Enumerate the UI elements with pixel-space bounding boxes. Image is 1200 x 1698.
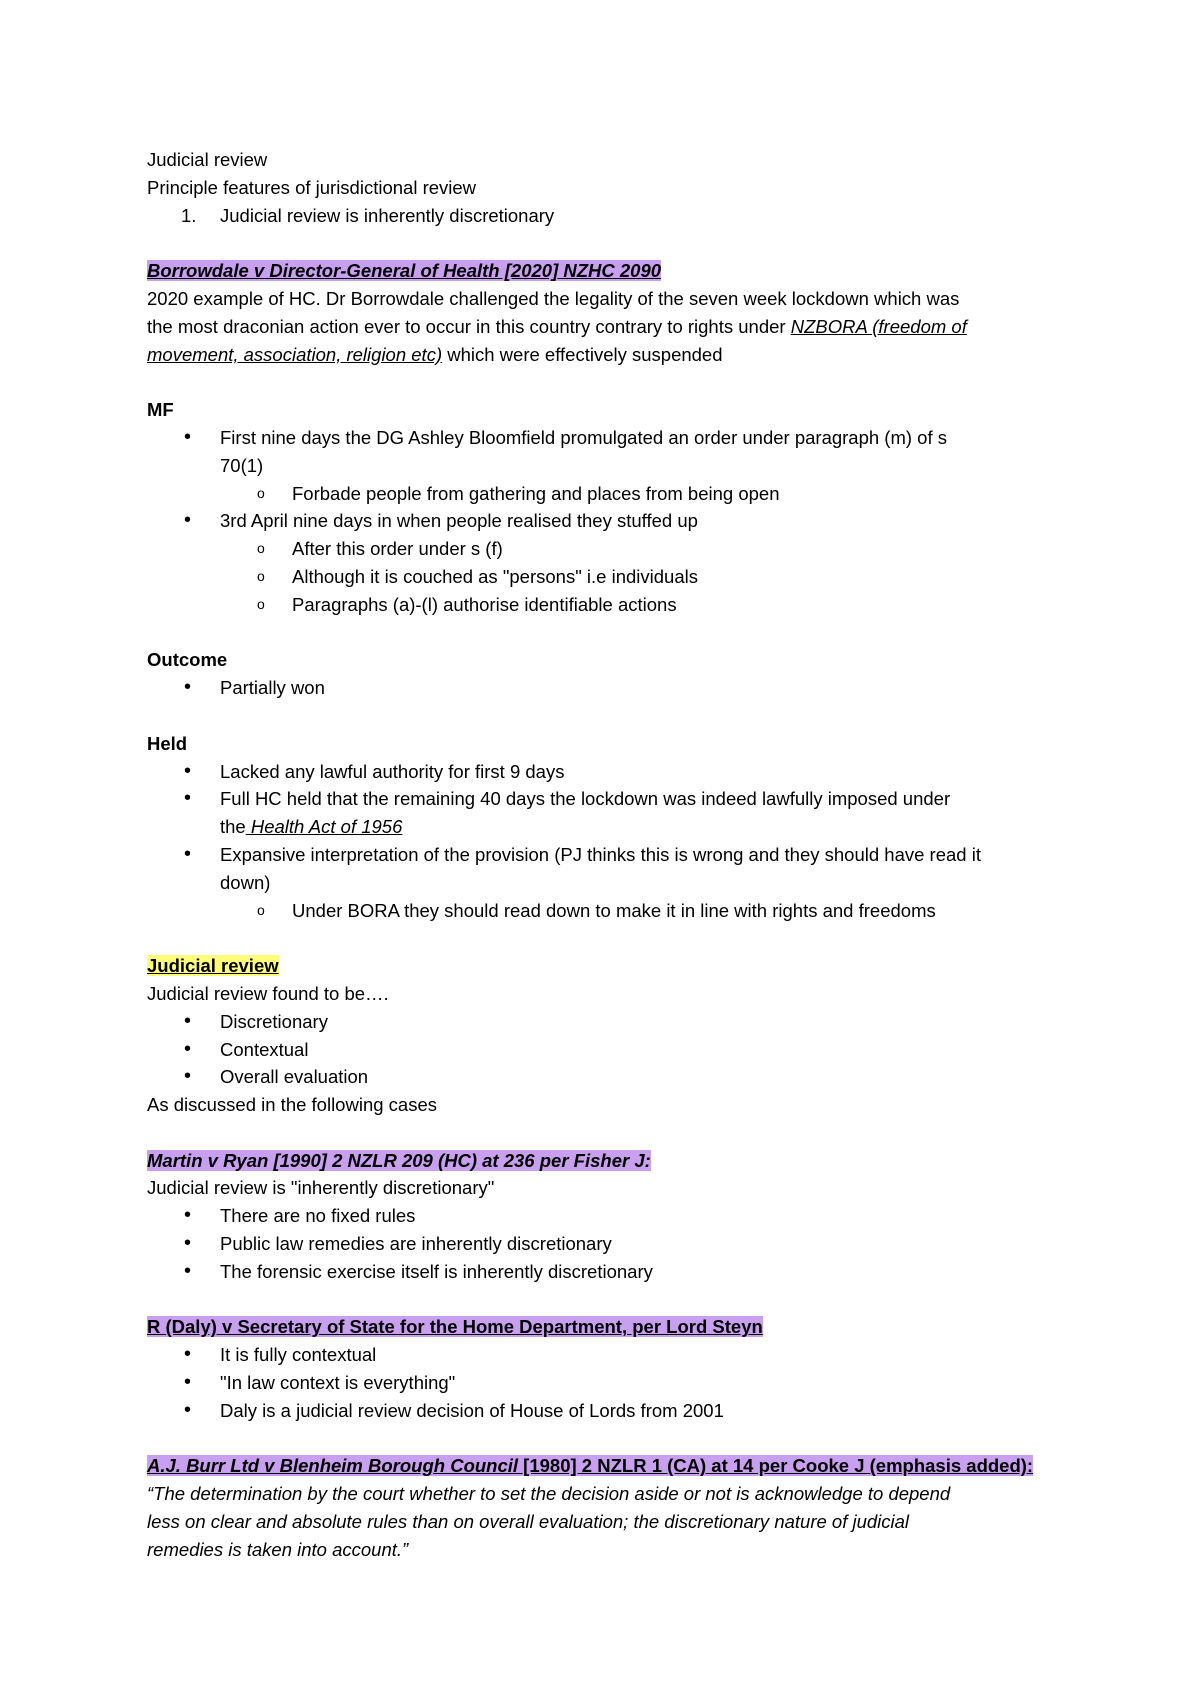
- bullet-item: • It is fully contextual: [147, 1341, 1067, 1369]
- health-act-link: Health Act of 1956: [245, 816, 403, 838]
- bullet-item-continuation: 70(1): [220, 454, 264, 476]
- bullet-item: • First nine days the DG Ashley Bloomfield promulgated an order under paragraph (m) of s: [147, 424, 1067, 452]
- nzbora-link: NZBORA (freedom of: [790, 315, 967, 337]
- case-heading-borrowdale: Borrowdale v Director-General of Health [2020] NZHC 2090: [147, 260, 662, 282]
- bullet-item: • Overall evaluation: [147, 1063, 1067, 1091]
- section-heading-held: Held: [147, 732, 188, 754]
- bullet-item: • Lacked any lawful authority for first 9 days: [147, 758, 1067, 786]
- paragraph-line: movement, association, religion etc) which were effectively suspended: [147, 343, 723, 365]
- bullet-icon: •: [184, 676, 192, 699]
- bullet-icon: •: [184, 1065, 192, 1088]
- bullet-item: • Daly is a judicial review decision of House of Lords from 2001: [147, 1397, 1067, 1425]
- bullet-item: • There are no fixed rules: [147, 1202, 1067, 1230]
- number-marker: 1.: [181, 204, 197, 226]
- bullet-item: • Discretionary: [147, 1008, 1067, 1036]
- bullet-icon: •: [184, 1398, 192, 1421]
- sub-bullet-item: o Under BORA they should read down to make it in line with rights and freedoms: [147, 897, 1067, 925]
- bullet-icon: •: [184, 425, 192, 448]
- bullet-item-continuation: down): [220, 871, 271, 893]
- bullet-item-continuation: the Health Act of 1956: [220, 816, 403, 838]
- doc-subtitle: Principle features of jurisdictional review: [147, 176, 477, 198]
- nzbora-link: movement, association, religion etc): [147, 343, 443, 365]
- bullet-icon: •: [184, 1037, 192, 1060]
- doc-title: Judicial review: [147, 149, 268, 170]
- case-heading-burr: A.J. Burr Ltd v Blenheim Borough Council [1980] 2 NZLR 1 (CA) at 14 per Cooke J (emphasis added):: [147, 1455, 1034, 1477]
- bullet-icon: •: [184, 1204, 192, 1227]
- bullet-item: • The forensic exercise itself is inherently discretionary: [147, 1258, 1067, 1286]
- circle-bullet-icon: o: [257, 901, 265, 918]
- paragraph-line: As discussed in the following cases: [147, 1094, 437, 1116]
- bullet-item: • Partially won: [147, 674, 1067, 702]
- section-heading-outcome: Outcome: [147, 649, 228, 671]
- bullet-icon: •: [184, 1371, 192, 1394]
- circle-bullet-icon: o: [257, 484, 265, 501]
- case-heading-daly: R (Daly) v Secretary of State for the Home Department, per Lord Steyn: [147, 1316, 763, 1338]
- quote-line: remedies is taken into account.”: [147, 1538, 409, 1560]
- bullet-icon: •: [184, 787, 192, 810]
- bullet-icon: •: [184, 1259, 192, 1282]
- circle-bullet-icon: o: [257, 567, 265, 584]
- case-heading-martin: Martin v Ryan [1990] 2 NZLR 209 (HC) at 236 per Fisher J:: [147, 1149, 651, 1171]
- section-heading-judicial-review: Judicial review: [147, 955, 279, 977]
- numbered-item-text: Judicial review is inherently discretionary: [220, 204, 555, 226]
- paragraph-line: 2020 example of HC. Dr Borrowdale challenged the legality of the seven week lockdown which was: [147, 287, 960, 309]
- sub-bullet-item: o Forbade people from gathering and places from being open: [147, 480, 1067, 508]
- numbered-item: [147, 202, 1067, 230]
- paragraph-line: Judicial review found to be….: [147, 982, 389, 1004]
- bullet-item: • Contextual: [147, 1036, 1067, 1064]
- bullet-icon: •: [184, 1009, 192, 1032]
- paragraph-line: Judicial review is "inherently discretionary": [147, 1177, 495, 1199]
- bullet-icon: •: [184, 1343, 192, 1366]
- bullet-item: • Full HC held that the remaining 40 days the lockdown was indeed lawfully imposed under: [147, 785, 1067, 813]
- paragraph-line: the most draconian action ever to occur in this country contrary to rights under NZBORA (freedom of: [147, 315, 967, 337]
- quote-line: less on clear and absolute rules than on overall evaluation; the discretionary nature of judicial: [147, 1511, 910, 1533]
- bullet-item: • "In law context is everything": [147, 1369, 1067, 1397]
- bullet-item: • Expansive interpretation of the provision (PJ thinks this is wrong and they should have read it: [147, 841, 1067, 869]
- bullet-item: • 3rd April nine days in when people realised they stuffed up: [147, 507, 1067, 535]
- bullet-icon: •: [184, 509, 192, 532]
- bullet-item: • Public law remedies are inherently discretionary: [147, 1230, 1067, 1258]
- document-body: [147, 146, 1067, 1564]
- circle-bullet-icon: o: [257, 595, 265, 612]
- bullet-icon: •: [184, 842, 192, 865]
- circle-bullet-icon: o: [257, 540, 265, 557]
- sub-bullet-item: o After this order under s (f): [147, 535, 1067, 563]
- section-heading-mf: MF: [147, 399, 174, 421]
- sub-bullet-item: o Paragraphs (a)-(l) authorise identifiable actions: [147, 591, 1067, 619]
- sub-bullet-item: o Although it is couched as "persons" i.e individuals: [147, 563, 1067, 591]
- quote-line: “The determination by the court whether to set the decision aside or not is acknowledge to depend: [147, 1483, 951, 1505]
- bullet-icon: •: [184, 1232, 192, 1255]
- bullet-icon: •: [184, 759, 192, 782]
